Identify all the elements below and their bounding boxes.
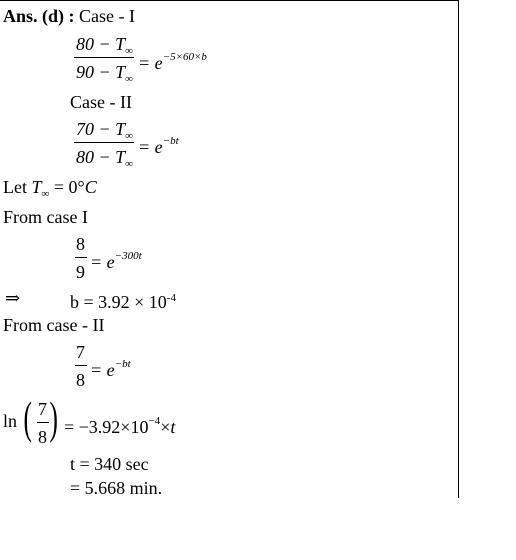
time-result-minutes: = 5.668 min. [70,478,163,498]
eq4-denominator: 8 [76,370,85,390]
answer-header [3,6,135,26]
eq4-fraction-bar [75,365,87,366]
eq2-numerator: $70 - T_\infty$ [76,119,134,142]
eq5-fraction-bar [37,422,49,423]
b-result: $b = 3.92 \times 10^{-4}$ [70,292,176,312]
eq3-numerator: 8 [76,234,85,254]
eq5-rhs: = $-3.92\times 10^{-4}\times t$ [64,415,176,437]
answer-label: Ans. (d) : [3,6,75,26]
eq2-rhs: = $e^{-bt}$ [138,135,179,157]
eq5-numerator: 7 [38,399,47,419]
case1-label: Case - I [79,6,135,26]
eq2-denominator: $80 - T_\infty$ [76,147,134,170]
eq5-ln: ln [3,411,18,431]
let-line: Let $T_\infty = 0^\circ C$ [3,177,97,200]
implies-arrow: ⇒ [5,288,21,308]
eq4-numerator: 7 [76,342,85,362]
eq3-fraction-bar [75,257,87,258]
case2-label: Case - II [70,92,132,112]
eq5-right-paren: ) [49,392,58,443]
eq3-rhs: = $e^{-300t}$ [90,250,142,272]
eq1-numerator: $80 - T_\infty$ [76,34,134,57]
eq1-fraction-bar [74,57,134,58]
eq1-denominator: $90 - T_\infty$ [76,62,134,85]
eq5-denominator: 8 [38,427,47,447]
eq1-rhs: = $e^{-5\times 60\times b}$ [138,51,207,73]
eq5-left-paren: ( [23,392,32,443]
eq2-fraction-bar [74,142,134,143]
from-case1-label: From case I [3,207,88,227]
time-result-seconds: t = 340 sec [70,454,149,474]
eq3-denominator: 9 [76,262,85,282]
from-case2-label: From case - II [3,315,105,335]
eq4-rhs: = $e^{-bt}$ [90,358,131,380]
